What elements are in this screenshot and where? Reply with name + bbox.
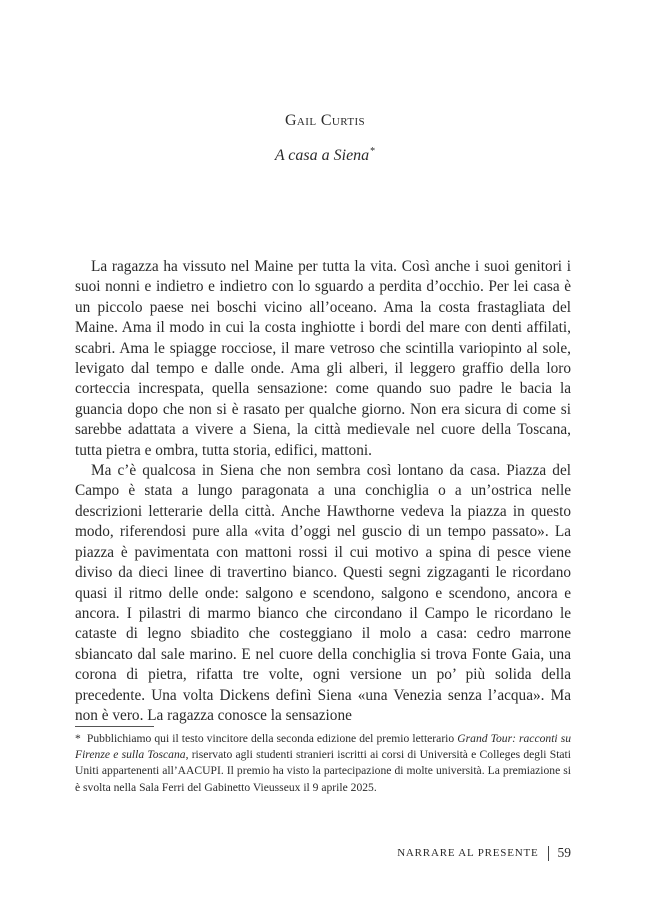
body-text <box>75 257 571 726</box>
footnote-text-after: , riservato agli studenti stranieri iscritti ai corsi di Università e Colleges degli Stati Uniti appartenenti all’AACUPI. Il premio ha visto la partecipazione di molte università. La premiazione si è svolta nella Sala Ferri del Gabinetto Vieusseux il 9 aprile 2025. <box>75 748 571 794</box>
paragraph-2: Ma c’è qualcosa in Siena che non sembra così lontano da casa. Piazza del Campo è stata a lungo paragonata a una conchiglia o a un’ostrica nelle descrizioni letterarie della città. Anche Hawthorne vedeva la piazza in questo modo, riferendosi pure alla «vita d’oggi nel guscio di un tempo passato». La piazza è pavimentata con mattoni rossi il cui motivo a spina di pesce viene diviso da dieci linee di travertino bianco. Questi segni zigzaganti le ricordano quasi il ritmo delle onde: salgono e scendono, salgono e scendono, ancora e ancora. I pilastri di marmo bianco che circondano il Campo le ricordano le cataste di legno sbiadito che costeggiano il molo a casa: cedro marrone sbiancato dal sale marino. E nel cuore della conchiglia si trova Fonte Gaia, una corona di pietra, rifatta tre volte, ogni versione un po’ più solida della precedente. Una volta Dickens definì Siena «una Venezia senza l’acqua». Ma non è vero. La ragazza conosce la sensazione <box>75 462 571 724</box>
paragraph-1: La ragazza ha vissuto nel Maine per tutta la vita. Così anche i suoi genitori i suoi nonni e indietro e indietro con lo sguardo a perdita d’occhio. Per lei casa è un piccolo paese nei boschi vicino all’oceano. Ama la costa frastagliata del Maine. Ama il modo in cui la costa inghiotte i bordi del mare con denti affilati, scabri. Ama le spiagge rocciose, il mare vetroso che scintilla variopinto al sole, levigato dal tempo e dalle onde. Ama gli alberi, il leggero graffio della loro corteccia increspata, quella sensazione: come quando suo padre le bacia la guancia dopo che non si è rasato per qualche giorno. Non era sicura di come si sarebbe adattata a vivere a Siena, la città medievale nel cuore della Toscana, tutta pietra e ombra, tutta storia, edifici, mattoni. <box>75 258 571 459</box>
story-title <box>0 146 650 165</box>
footnote <box>75 731 571 796</box>
title-text: A casa a Siena <box>274 147 370 164</box>
running-head-label: NARRARE AL PRESENTE <box>397 847 539 859</box>
page-number: 59 <box>557 845 571 860</box>
footnote-rule <box>75 726 154 727</box>
running-head-divider <box>548 846 549 861</box>
footnote-text-before: Pubblichiamo qui il testo vincitore della seconda edizione del premio letterario <box>86 732 455 745</box>
footnote-italic-title: Grand Tour: racconti su Firenze e sulla Toscana <box>75 732 571 762</box>
author-name: Gail Curtis <box>284 112 366 129</box>
running-head <box>397 845 571 861</box>
footnote-marker: * <box>370 146 376 157</box>
footnote-mark: * <box>75 732 81 745</box>
